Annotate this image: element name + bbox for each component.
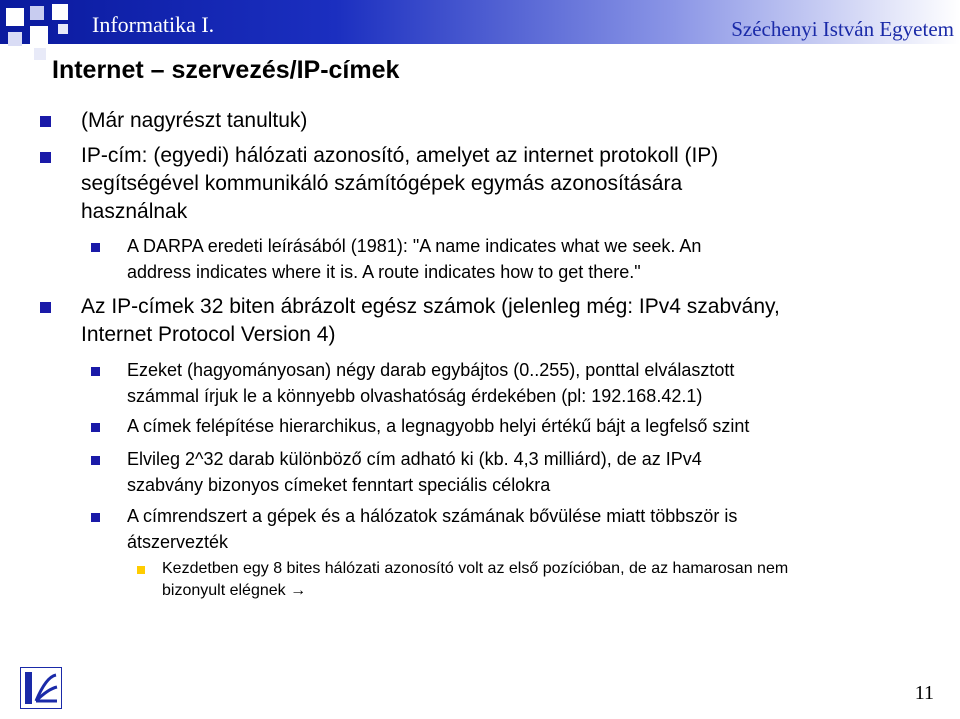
slide-title: Internet – szervezés/IP-címek — [52, 56, 400, 84]
bullet-text: (Már nagyrészt tanultuk) — [81, 109, 308, 132]
sub-bullet-icon — [91, 456, 100, 465]
bullet-text: Az IP-címek 32 biten ábrázolt egész számok (jelenleg még: IPv4 szabvány, — [81, 295, 780, 318]
sub-bullet-icon — [91, 243, 100, 252]
sub-bullet-text: A DARPA eredeti leírásából (1981): "A name indicates what we seek. An — [127, 236, 702, 256]
sub-bullet-text: átszervezték — [127, 532, 229, 552]
university-name: Széchenyi István Egyetem — [731, 17, 954, 41]
bullet-text: használnak — [81, 200, 188, 223]
sub-sub-bullet-text: bizonyult elégnek → — [162, 582, 307, 599]
sub-bullet-text: számmal írjuk le a könnyebb olvashatóság érdekében (pl: 192.168.42.1) — [127, 386, 703, 406]
sub-bullet-text: A címrendszert a gépek és a hálózatok számának bővülése miatt többször is — [127, 506, 738, 526]
sub-bullet-text: szabvány bizonyos címeket fenntart speciális célokra — [127, 475, 551, 495]
course-title: Informatika I. — [92, 12, 215, 37]
bullet-text: IP-cím: (egyedi) hálózati azonosító, amelyet az internet protokoll (IP) — [81, 144, 719, 167]
sub-bullet-icon — [91, 367, 100, 376]
sub-bullet-text: Ezeket (hagyományosan) négy darab egybájtos (0..255), ponttal elválasztott — [127, 360, 735, 380]
bullet-text: segítségével kommunikáló számítógépek egymás azonosítására — [81, 172, 683, 195]
sub-bullet-text: A címek felépítése hierarchikus, a legnagyobb helyi értékű bájt a legfelső szint — [127, 416, 750, 436]
sub-bullet-text: Elvileg 2^32 darab különböző cím adható ki (kb. 4,3 milliárd), de az IPv4 — [127, 449, 702, 469]
header-logo-squares — [0, 0, 80, 64]
sub-sub-bullet-icon — [137, 566, 145, 574]
sub-bullet-icon — [91, 513, 100, 522]
bullet-text: Internet Protocol Version 4) — [81, 323, 336, 346]
sub-bullet-text: address indicates where it is. A route indicates how to get there." — [127, 262, 641, 282]
sub-bullet-icon — [91, 423, 100, 432]
bullet-icon — [40, 152, 51, 163]
bullet-icon — [40, 116, 51, 127]
university-logo-icon — [20, 667, 62, 709]
sub-sub-bullet-text: Kezdetben egy 8 bites hálózati azonosító volt az első pozícióban, de az hamarosan nem — [162, 560, 789, 577]
page-number: 11 — [914, 682, 934, 704]
bullet-icon — [40, 302, 51, 313]
